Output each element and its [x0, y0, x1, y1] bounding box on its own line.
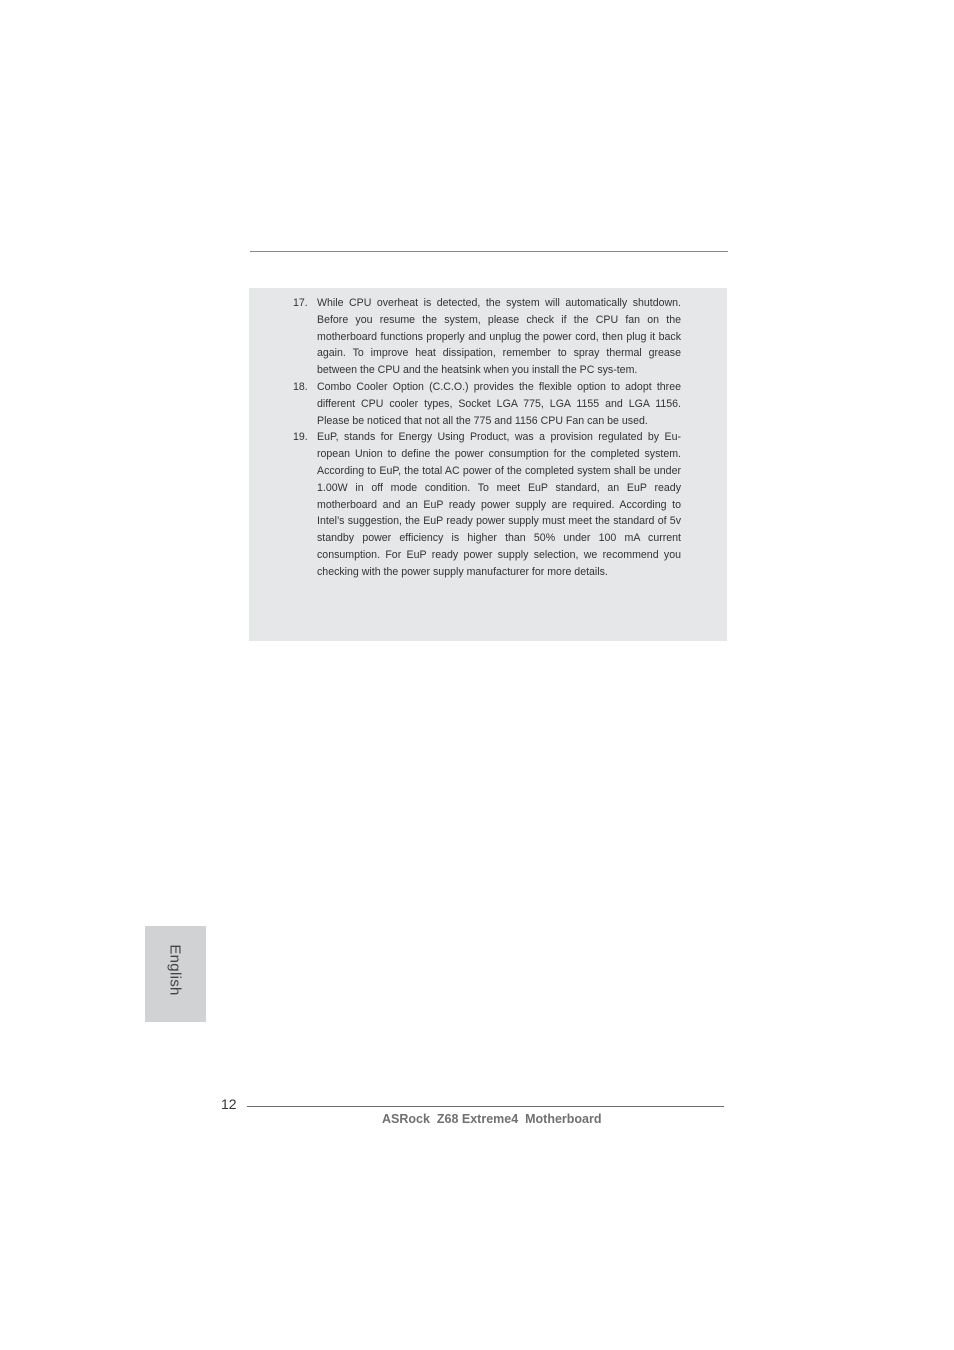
note-item-17	[289, 295, 681, 379]
note-number: 19.	[293, 431, 308, 444]
note-text: Combo Cooler Option (C.C.O.) provides the flexible option to adopt three different CPU cooler types, Socket LGA 775, LGA 1155 and LGA 1156. Please be noticed that not all the 775 and 1156 CPU Fan can be used.	[317, 380, 681, 427]
note-text: While CPU overheat is detected, the system will automatically shutdown. Before you resume the system, please check if the CPU fan on the motherboard functions properly and unplug the power cord, then plug it back again. To improve heat dissipation, remember to spray thermal grease between the CPU and the heatsink when you install the PC sys-tem.	[317, 297, 681, 377]
note-number: 18.	[293, 380, 308, 393]
language-side-tab	[145, 926, 206, 1022]
note-item-19	[289, 429, 681, 580]
footer-product-title: ASRock Z68 Extreme4 Motherboard	[382, 1112, 602, 1126]
footer-divider	[247, 1106, 724, 1107]
note-item-18	[289, 379, 681, 429]
page-number: 12	[221, 1096, 237, 1112]
note-text: EuP, stands for Energy Using Product, was a provision regulated by Eu-ropean Union to define the power consumption for the completed system. According to EuP, the total AC power of the completed system shall be under 1.00W in off mode condition. To meet EuP standard, an EuP ready motherboard and an EuP ready power supply are required. According to Intel’s suggestion, the EuP ready power supply must meet the standard of 5v standby power efficiency is higher than 50% under 100 mA current consumption. For EuP ready power supply selection, we recommend you checking with the power supply manufacturer for more details.	[317, 431, 681, 578]
language-label: English	[166, 944, 184, 996]
top-divider	[250, 251, 728, 252]
note-number: 17.	[293, 297, 308, 309]
notes-list	[289, 295, 681, 581]
